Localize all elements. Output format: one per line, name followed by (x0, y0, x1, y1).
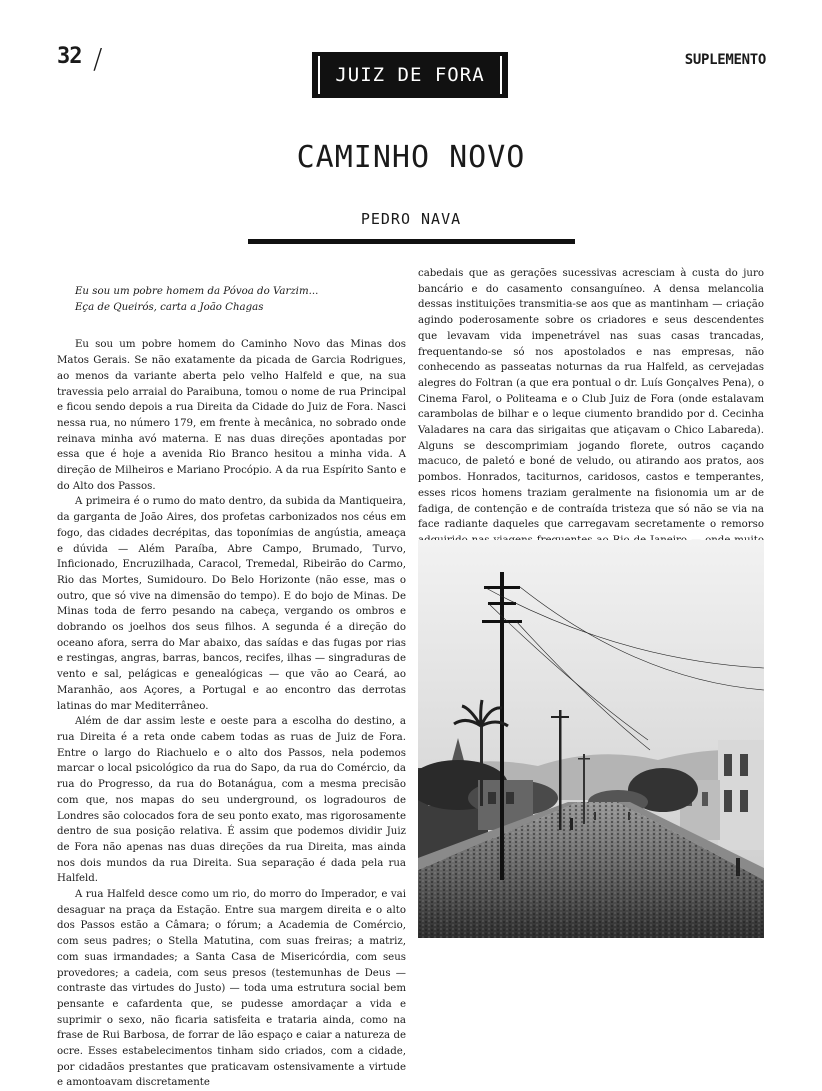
right-column (418, 266, 764, 564)
body-paragraph: A rua Halfeld desce como um rio, do morro do Imperador, e vai desaguar na praça da Estação. Entre sua margem direita e o alto dos Passos estão a Câmara; o fórum; a Academia de Comércio, com seus padres; o Stella Matutina, com suas freiras; a matriz, com suas irmandades; a Santa Casa de Misericórdia, com seus provedores; a cadeia, com seus presos (testemunhas de Deus — contraste das virtudes do Justo) — toda uma estrutura social bem pensante e cafardenta que, se pudesse amordaçar a vida e suprimir o sexo, não ficaria satisfeita e trataria ainda, como na frase de Rui Barbosa, de forrar de lão espaço e caiar a natureza de ocre. Esses estabelecimentos tinham sido criados, com a cidade, por cidadãos prestantes que praticavam ostensivamente a virtude e amontoavam discretamente (57, 889, 406, 1089)
epigraph (75, 284, 406, 315)
article-author: PEDRO NAVA (360, 210, 462, 228)
page-number: 32 (57, 44, 82, 69)
left-column (57, 284, 406, 1091)
body-paragraph-continued: cabedais que as gerações sucessivas acresciam à custa do juro bancário e do casamento consanguíneo. A densa melancolia dessas instituições transmitia-se aos que as mantinham — criação agindo poderosamente sobre os criadores e seus descendentes que levavam vida impenetrável nas suas casas trancadas, frequentando-se só nos apostolados e nas empresas, não conhecendo as passeatas noturnas da rua Halfeld, as cervejadas alegres do Foltran (a que era pontual o dr. Luís Gonçalves Pena), o Cinema Farol, o Politeama e o Club Juiz de Fora (onde estalavam carambolas de bilhar e o leque ciumento brandido por d. Cecinha Valadares na cara das sirigaitas que atiçavam o Chico Labareda). Alguns se descomprimiam jogando florete, outros caçando macuco, de paletó e boné de veludo, ou atirando aos pratos, aos pombos. Honrados, taciturnos, caridosos, castos e temperantes, esses ricos homens traziam geralmente na fisionomia um ar de fadiga, de contenção e de contraída tristeza que só não se via na face radiante daqueles que carregavam secretamente o remorso (418, 268, 764, 531)
title-rule (248, 239, 575, 244)
epigraph-source: Eça de Queirós, carta a João Chagas (75, 301, 264, 313)
page-number-slash: / (93, 42, 103, 75)
section-label-box (312, 52, 508, 98)
body-paragraph: Eu sou um pobre homem do Caminho Novo das Minas dos Matos Gerais. Se não exatamente da picada de Garcia Rodrigues, ao menos da variante aberta pelo velho Halfeld e que, na sua travessia pelo arraial do Paraibuna, tomou o nome de rua Principal e ficou sendo depois a rua Direita da Cidade do Juiz de Fora. Nasci nessa rua, no número 179, em frente à mecânica, no sobrado onde reinava minha avó materna. E nas duas direções apontadas por essa que é hoje a avenida Rio Branco hesitou a minha vida. A direção de Milheiros e Mariano Procópio. A da rua Espírito Santo e do Alto dos Passos. (57, 339, 406, 492)
epigraph-quote: Eu sou um pobre homem da Póvoa do Varzim... (75, 286, 319, 297)
supplement-label: SUPLEMENTO (684, 52, 766, 68)
section-label: JUIZ DE FORA (335, 64, 485, 86)
article-title: CAMINHO NOVO (296, 140, 526, 175)
body-paragraph: Além de dar assim leste e oeste para a escolha do destino, a rua Direita é a reta onde cabem todas as ruas de Juiz de Fora. Entre o largo do Riachuelo e o alto dos Passos, nela podemos marcar o local psicológico da rua do Sapo, da rua do Comércio, da rua do Progresso, da rua do Botanágua, com a mesma precisão com que, nos mapas do seu underground, os logradouros de Londres são colocados fora de seu ponto exato, mas rigorosamente dentro de sua posição relativa. É assim que podemos dividir Juiz de Fora não apenas nas duas direções da rua Direita, mas ainda nos dois mundos da rua Direita. Sua separação é dada pela rua Halfeld. (57, 716, 406, 885)
body-paragraph: A primeira é o rumo do mato dentro, da subida da Mantiqueira, da garganta de João Aires, dos profetas carbonizados nos céus em fogo, das cidades decrépitas, das toponímias de angústia, ameaça e dúvida — Além Paraíba, Abre Campo, Brumado, Turvo, Inficionado, Encruzilhada, Caracol, Tremedal, Ribeirão do Carmo, Rio das Mortes, Sumidouro. Do Belo Horizonte (não esse, mas o outro, que só vive na dimensão do tempo). E do bojo de Minas. De Minas toda de ferro pesando na cabeça, vergando os ombros e dobrando os joelhos dos seus filhos. A segunda é a direção do oceano afora, serra do Mar abaixo, das saídas e das fugas por rias e restingas, angras, barras, bancos, recifes, ilhas — singraduras de vento e sal, pelágicas e genealógicas — que vão ao Ceará, ao Maranhão, aos Açores, a Portugal e ao encontro das derrotas latinas do mar Mediterrâneo. (57, 496, 406, 712)
street-photo (418, 540, 764, 938)
